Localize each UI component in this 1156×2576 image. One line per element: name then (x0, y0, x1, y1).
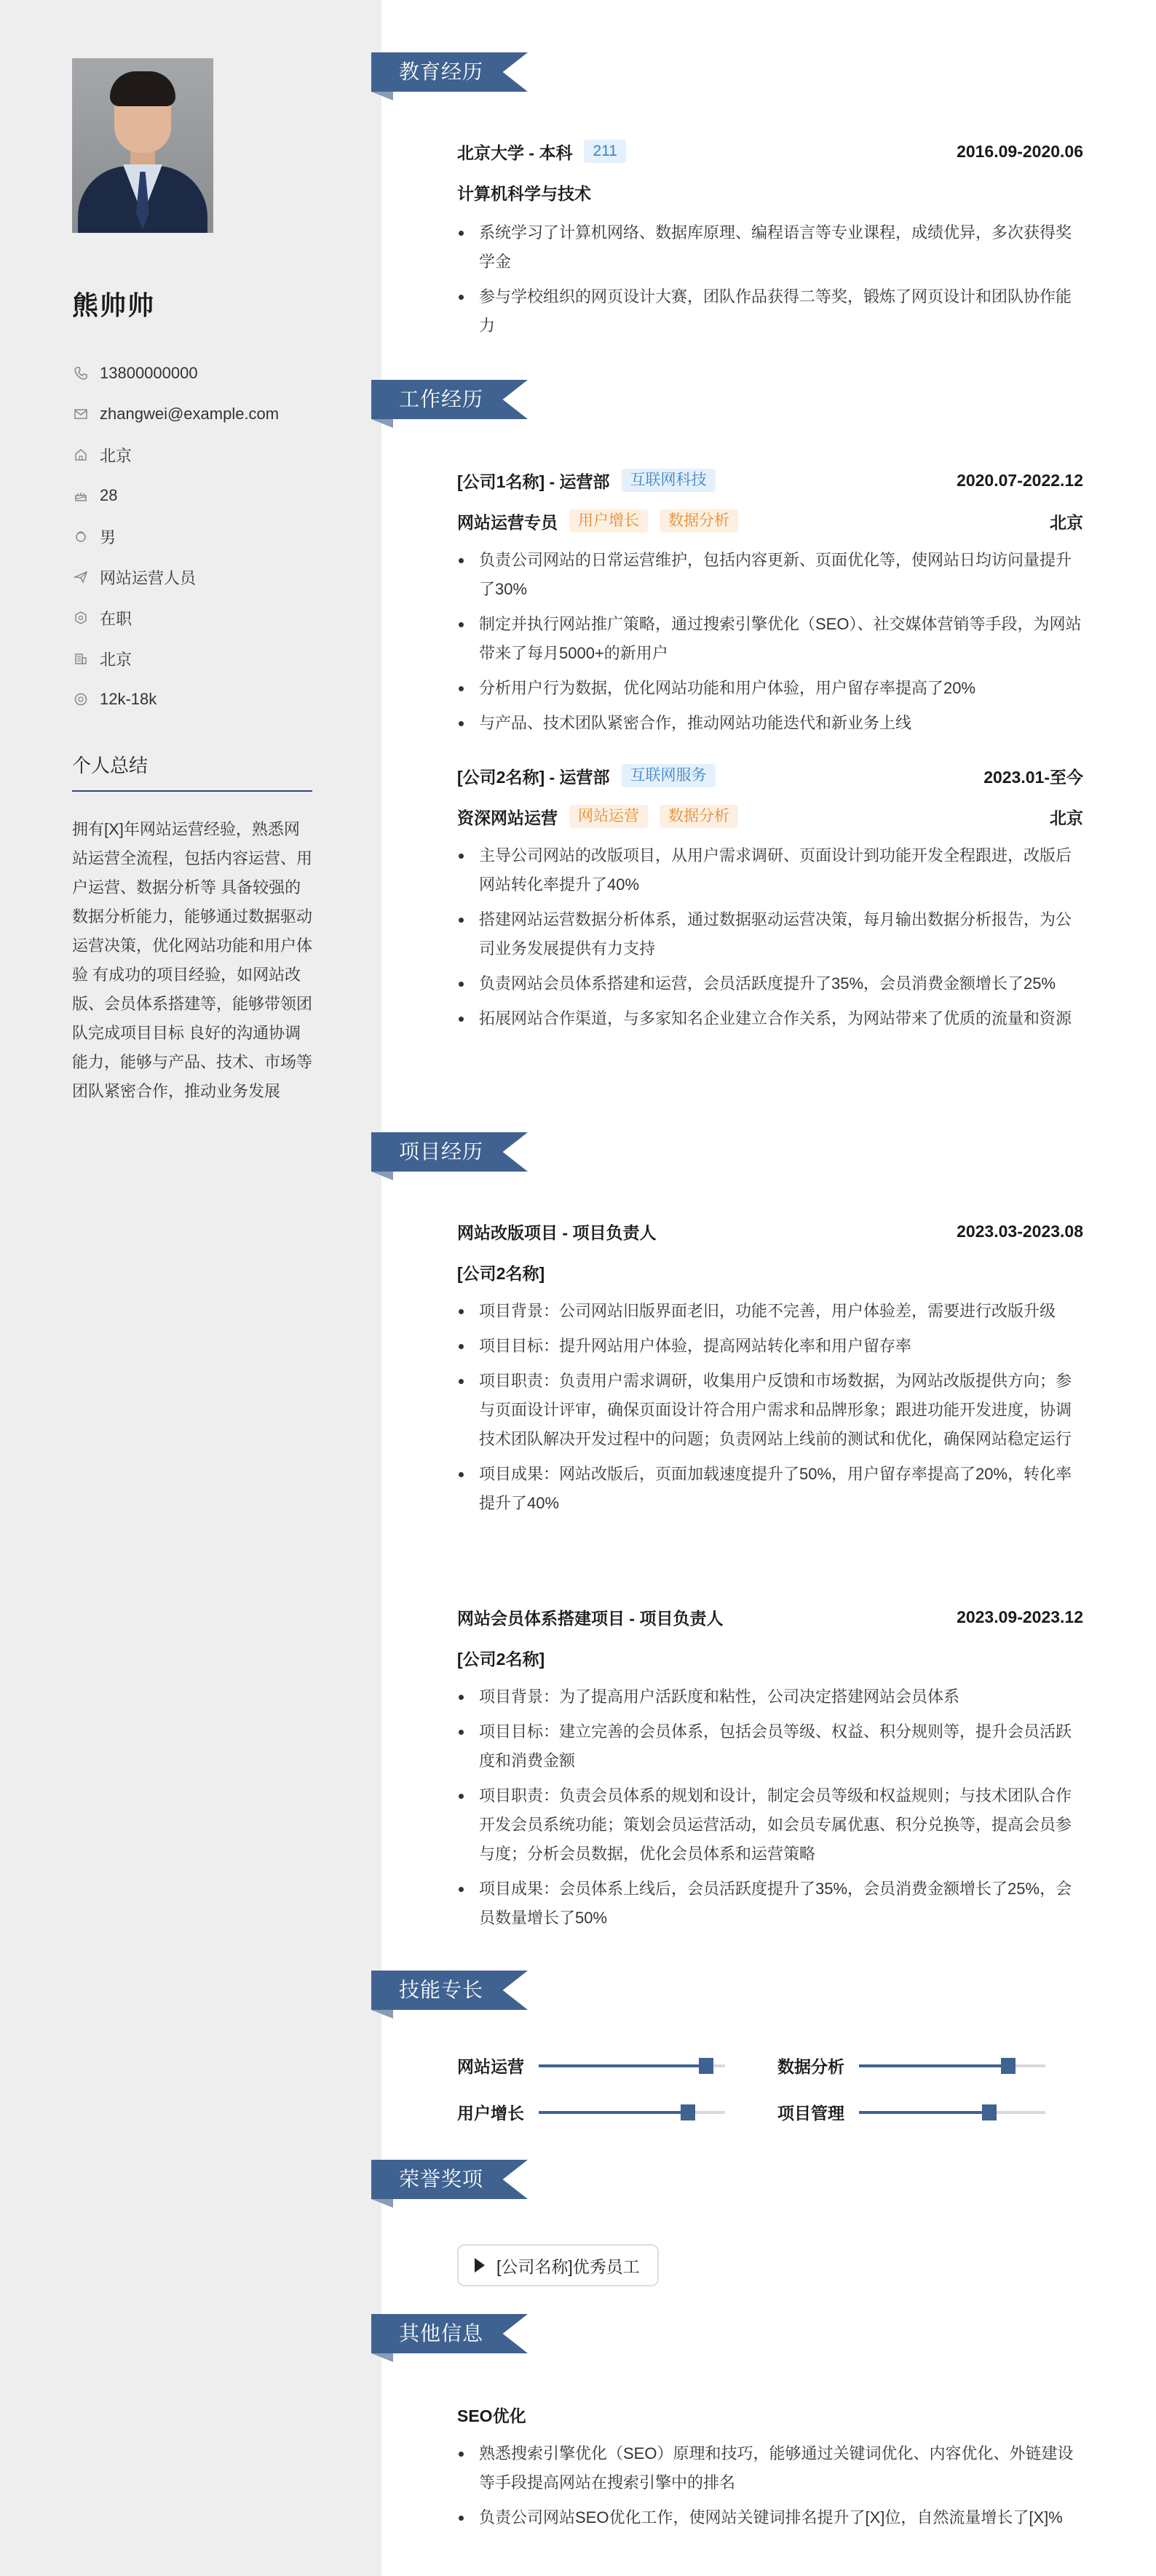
home-icon (72, 446, 90, 464)
role-tag: 数据分析 (660, 509, 738, 533)
project-title: 网站改版项目 - 项目负责人 (457, 1223, 657, 1242)
role-name: 网站运营专员 (457, 512, 558, 532)
gender-icon (72, 528, 90, 545)
company-name: [公司1名称] - 运营部 (457, 472, 610, 491)
school-name: 北京大学 - 本科 (457, 143, 573, 162)
work-block-1 (457, 466, 1083, 744)
summary-title: 个人总结 (72, 755, 149, 776)
skill-bar (859, 2064, 1045, 2067)
project-company: [公司2名称] (457, 1649, 545, 1669)
education-block (457, 137, 1083, 346)
info-age (72, 475, 320, 516)
salary-icon (72, 691, 90, 708)
skill-knob (681, 2104, 695, 2120)
list-item: 项目职责：负责用户需求调研，收集用户反馈和市场数据，为网站改版提供方向；参与页面设计评审，确保页面设计符合用户需求和品牌形象；跟进功能开发进度，协调技术团队解决开发过程中的问题；负责网站上线前的测试和优化，确保网站稳定运行 (457, 1367, 1083, 1454)
section-title: 荣誉奖项 (399, 2168, 484, 2190)
list-item: 制定并执行网站推广策略，通过搜索引擎优化（SEO）、社交媒体营销等手段，为网站带来了每月5000+的新用户 (457, 610, 1083, 668)
section-honors-header (371, 2160, 528, 2203)
work-block-2 (457, 761, 1083, 1039)
list-item: 分析用户行为数据，优化网站功能和用户体验，用户留存率提高了20% (457, 674, 1083, 703)
mail-icon (72, 405, 90, 423)
list-item: 熟悉搜索引擎优化（SEO）原理和技巧，能够通过关键词优化、内容优化、外链建设等手段提高网站在搜索引擎中的排名 (457, 2439, 1083, 2497)
skill-bar (539, 2064, 725, 2067)
list-item: 项目成果：会员体系上线后，会员活跃度提升了35%，会员消费金额增长了25%，会员数量增长了50% (457, 1875, 1083, 1933)
role-tag: 数据分析 (660, 805, 738, 828)
list-item: 负责公司网站SEO优化工作，使网站关键词排名提升了[X]位，自然流量增长了[X]% (457, 2503, 1083, 2532)
list-item: 项目目标：建立完善的会员体系，包括会员等级、权益、积分规则等，提升会员活跃度和消费金额 (457, 1717, 1083, 1776)
info-city (72, 638, 320, 679)
project-company: [公司2名称] (457, 1263, 545, 1283)
section-title: 其他信息 (399, 2322, 484, 2345)
role-tag: 用户增长 (569, 509, 648, 533)
school-tag: 211 (584, 140, 625, 163)
section-title: 教育经历 (399, 60, 484, 83)
skill-item (457, 2054, 725, 2078)
list-item: 项目成果：网站改版后，页面加载速度提升了50%，用户留存率提高了20%，转化率提升了40% (457, 1460, 1083, 1518)
section-project-header (371, 1132, 528, 1176)
location-text: 北京 (100, 446, 132, 465)
info-phone (72, 353, 320, 394)
company-name: [公司2名称] - 运营部 (457, 767, 610, 787)
status-icon (72, 609, 90, 627)
skill-knob (982, 2104, 997, 2120)
company-tag: 互联网服务 (622, 764, 716, 787)
list-item: 拓展网站合作渠道，与多家知名企业建立合作关系，为网站带来了优质的流量和资源 (457, 1004, 1083, 1033)
building-icon (72, 650, 90, 667)
list-item: 项目背景：为了提高用户活跃度和粘性，公司决定搭建网站会员体系 (457, 1682, 1083, 1712)
work-date: 2020.07-2022.12 (957, 470, 1083, 490)
skill-item (777, 2100, 1045, 2124)
skill-item (457, 2100, 725, 2124)
info-email (72, 394, 320, 434)
info-position (72, 557, 320, 597)
phone-icon (72, 365, 90, 382)
other-block (457, 2400, 1083, 2538)
status-text: 在职 (100, 609, 132, 628)
info-gender (72, 516, 320, 557)
skill-knob (1001, 2058, 1016, 2074)
list-item: 负责网站会员体系搭建和运营，会员活跃度提升了35%，会员消费金额增长了25% (457, 969, 1083, 998)
list-item: 项目目标：提升网站用户体验，提高网站转化率和用户留存率 (457, 1332, 1083, 1361)
company-tag: 互联网科技 (622, 469, 716, 492)
award-badge (457, 2244, 659, 2286)
contact-info (72, 353, 320, 720)
major-name: 计算机科学与技术 (457, 183, 591, 203)
work-city: 北京 (1050, 512, 1083, 532)
project-block-1 (457, 1217, 1083, 1524)
send-icon (72, 568, 90, 586)
section-title: 技能专长 (399, 1979, 484, 2001)
section-title: 项目经历 (399, 1140, 484, 1163)
phone-text: 13800000000 (100, 364, 198, 382)
candidate-name: 熊帅帅 (72, 290, 156, 320)
project-title: 网站会员体系搭建项目 - 项目负责人 (457, 1608, 724, 1628)
salary-text: 12k-18k (100, 690, 157, 708)
work-city: 北京 (1050, 808, 1083, 827)
award-text: [公司名称]优秀员工 (496, 2257, 640, 2276)
age-icon (72, 487, 90, 504)
project-block-2 (457, 1602, 1083, 1939)
skill-bar (539, 2111, 725, 2114)
section-skills-header (371, 1971, 528, 2014)
city-text: 北京 (100, 650, 132, 669)
email-text: zhangwei@example.com (100, 405, 280, 423)
other-title: SEO优化 (457, 2406, 526, 2425)
skill-name: 项目管理 (777, 2104, 844, 2123)
skill-name: 用户增长 (457, 2104, 524, 2123)
project-date: 2023.03-2023.08 (957, 1221, 1083, 1241)
info-status (72, 597, 320, 638)
skill-name: 网站运营 (457, 2057, 524, 2076)
section-work-header (371, 380, 528, 424)
play-icon (475, 2258, 485, 2273)
age-text: 28 (100, 486, 118, 504)
list-item: 项目背景：公司网站旧版界面老旧，功能不完善，用户体验差，需要进行改版升级 (457, 1297, 1083, 1326)
info-location (72, 434, 320, 475)
education-date: 2016.09-2020.06 (957, 141, 1083, 161)
project-date: 2023.09-2023.12 (957, 1607, 1083, 1626)
skill-knob (699, 2058, 713, 2074)
list-item: 负责公司网站的日常运营维护，包括内容更新、页面优化等，使网站日均访问量提升了30% (457, 546, 1083, 604)
list-item: 参与学校组织的网页设计大赛，团队作品获得二等奖，锻炼了网页设计和团队协作能力 (457, 282, 1083, 341)
profile-photo (72, 58, 213, 233)
summary-divider (72, 790, 312, 792)
sidebar (0, 0, 381, 2576)
gender-text: 男 (100, 528, 116, 546)
list-item: 与产品、技术团队紧密合作，推动网站功能迭代和新业务上线 (457, 709, 1083, 738)
role-name: 资深网站运营 (457, 808, 558, 827)
list-item: 项目职责：负责会员体系的规划和设计，制定会员等级和权益规则；与技术团队合作开发会员系统功能；策划会员运营活动，如会员专属优惠、积分兑换等，提高会员参与度；分析会员数据，优化会员体系和运营策略 (457, 1781, 1083, 1869)
skill-bar (859, 2111, 1045, 2114)
list-item: 主导公司网站的改版项目，从用户需求调研、页面设计到功能开发全程跟进，改版后网站转化率提升了40% (457, 841, 1083, 899)
skill-name: 数据分析 (777, 2057, 844, 2076)
section-education-header (371, 52, 528, 96)
skill-item (777, 2054, 1045, 2078)
section-title: 工作经历 (399, 388, 484, 410)
work-date: 2023.01-至今 (983, 767, 1083, 787)
summary-text: 拥有[X]年网站运营经验，熟悉网站运营全流程，包括内容运营、用户运营、数据分析等 具备较强的数据分析能力，能够通过数据驱动运营决策，优化网站功能和用户体验 有成功的项目经验，如网站改版、会员体系搭建等，能够带领团队完成项目目标 良好的沟通协调能力，能够与产品、技术、市场等团队紧密合作，推动业务发展 (72, 820, 313, 1100)
role-tag: 网站运营 (569, 805, 648, 828)
info-salary (72, 679, 320, 720)
position-text: 网站运营人员 (100, 568, 197, 587)
list-item: 搭建网站运营数据分析体系，通过数据驱动运营决策，每月输出数据分析报告，为公司业务发展提供有力支持 (457, 905, 1083, 963)
list-item: 系统学习了计算机网络、数据库原理、编程语言等专业课程，成绩优异，多次获得奖学金 (457, 218, 1083, 277)
section-other-header (371, 2314, 528, 2358)
